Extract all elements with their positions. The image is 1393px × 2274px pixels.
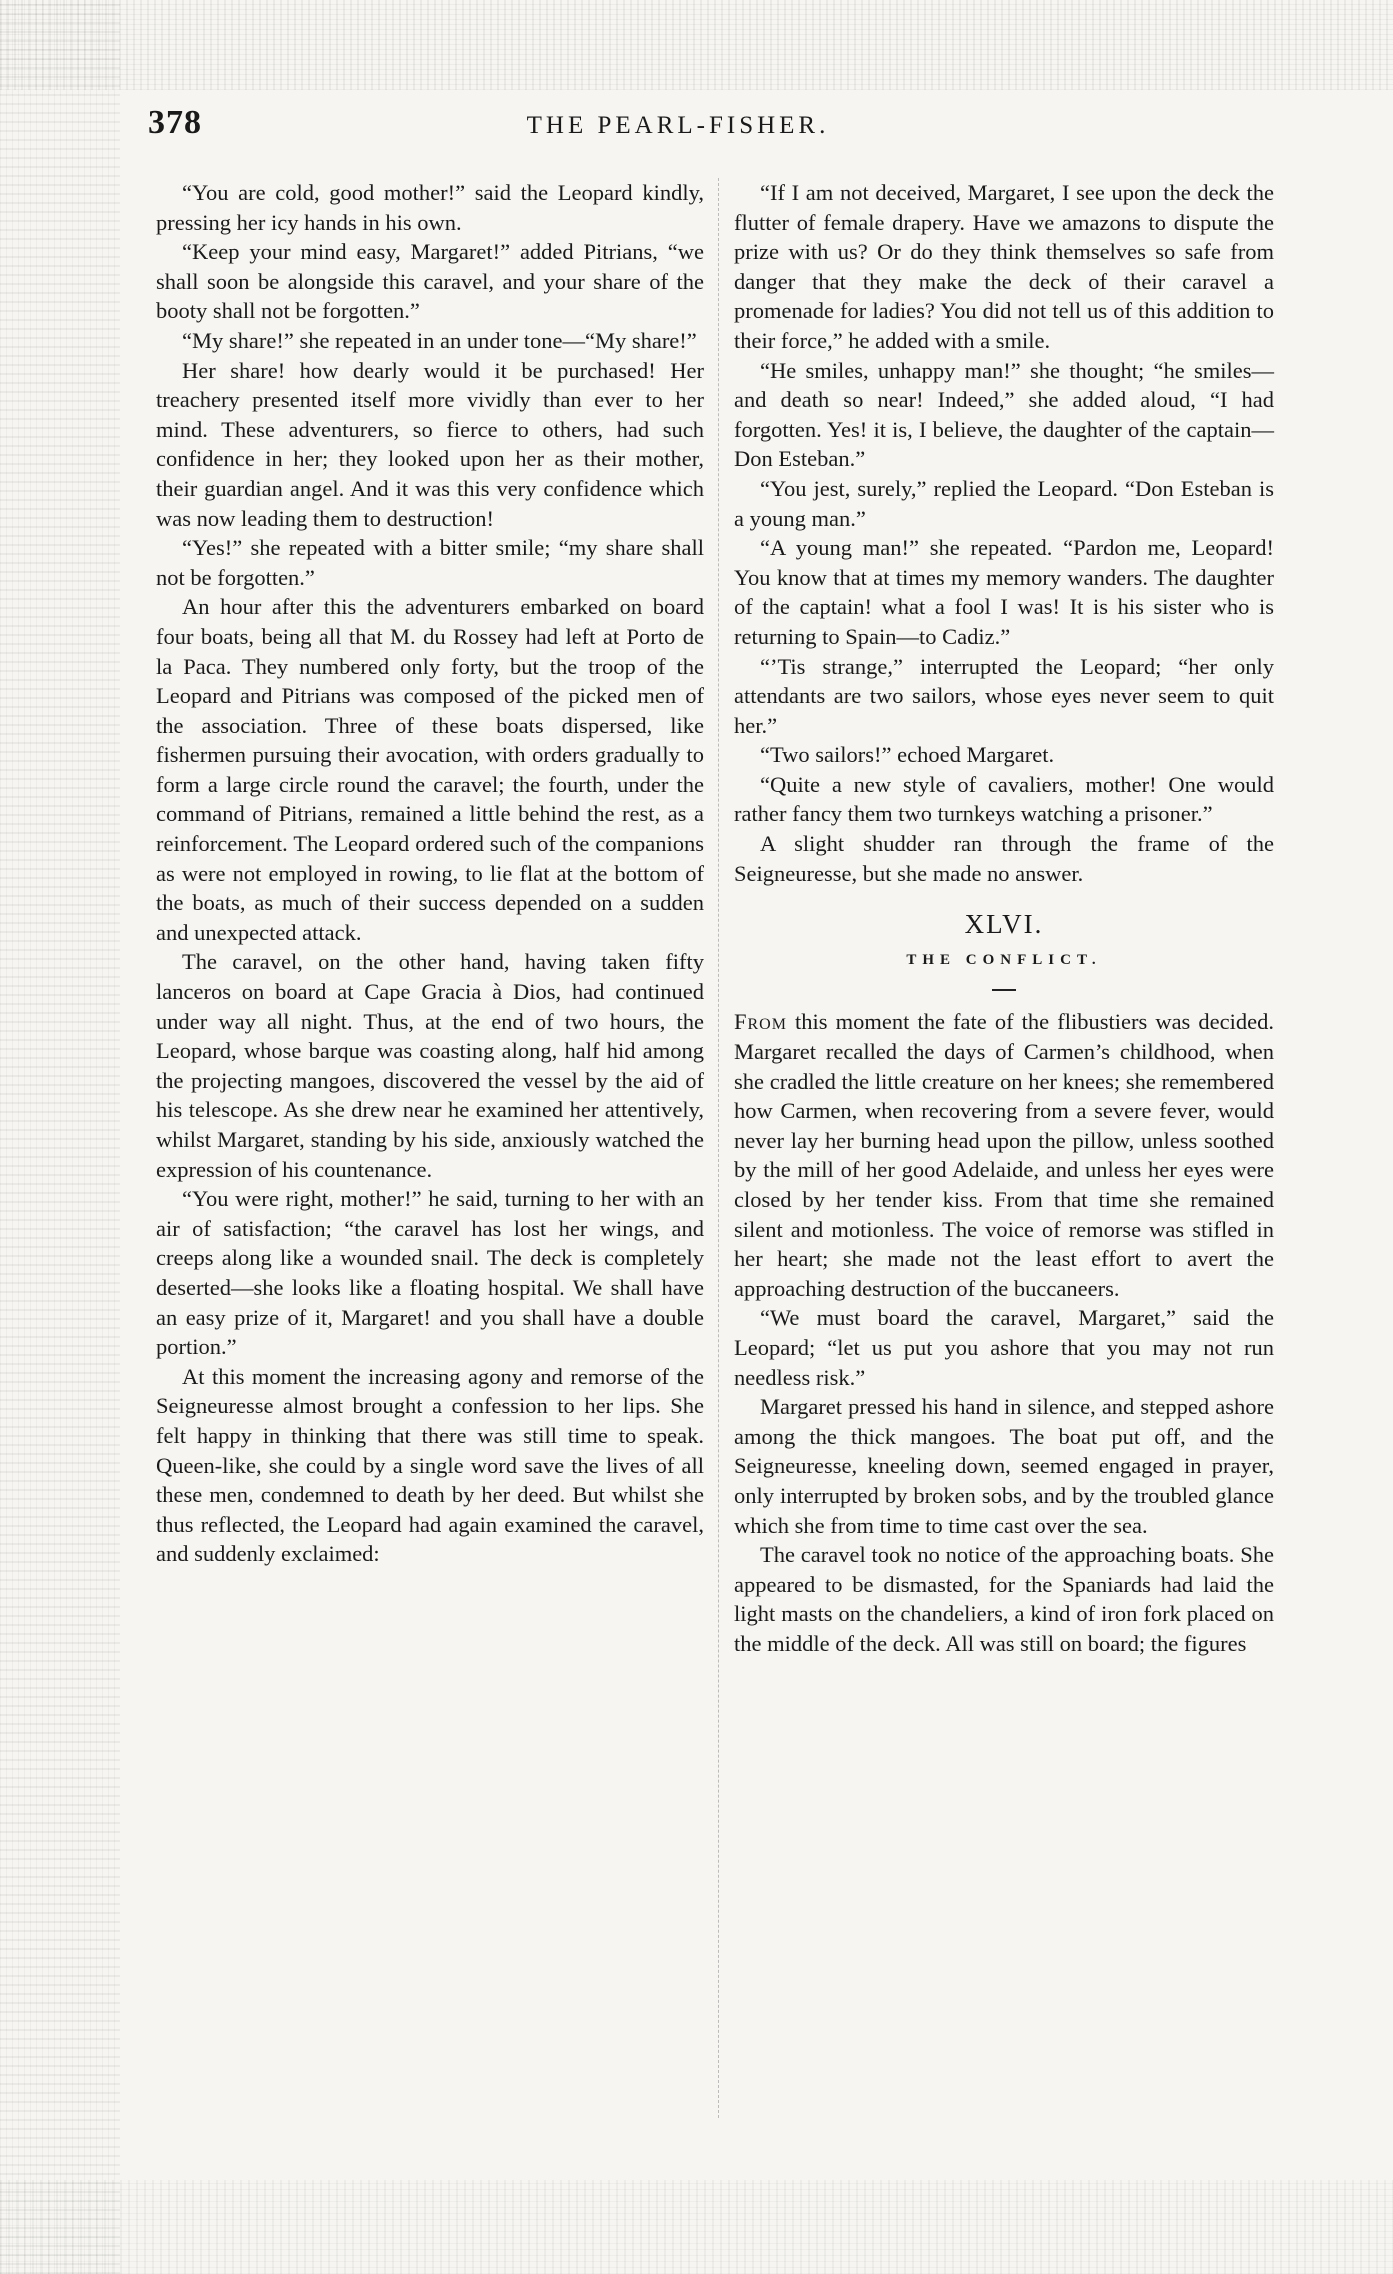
paragraph: Her share! how dearly would it be purchased! Her treachery presented itself more vividly than ever to her mind. These adventurers, so fierce to others, had such confidence in her; they looked upon her as their mother, their guardian angel. And it was this very confidence which was now leading them to destruction! [156, 357, 704, 531]
chapter-title: THE CONFLICT. [906, 951, 1102, 968]
scan-noise-top [0, 0, 1393, 90]
paragraph: “He smiles, unhappy man!” she thought; “he smiles—and death so near! Indeed,” she added aloud, “I had forgotten. Yes! it is, I believe, the daughter of the captain—Don Esteban.” [734, 357, 1274, 472]
paragraph: A slight shudder ran through the frame of the Seigneuresse, but she made no answer. [734, 831, 1274, 886]
chapter-rule [992, 989, 1016, 991]
running-title: THE PEARL-FISHER. [526, 112, 830, 139]
column-divider [718, 178, 719, 2118]
paragraph: “’Tis strange,” interrupted the Leopard; “her only attendants are two sailors, whose eyes never seem to quit her.” [734, 653, 1274, 738]
paragraph: The caravel, on the other hand, having taken fifty lanceros on board at Cape Gracia à Dios, had continued under way all night. Thus, at the end of two hours, the Leopard, whose barque was coasting along, half hid among the projecting mangoes, discovered the vessel by the aid of his telescope. As she drew near he examined her attentively, whilst Margaret, standing by his side, anxiously watched the expression of his countenance. [156, 949, 704, 1182]
paragraph: The caravel took no notice of the approaching boats. She appeared to be dismasted, for the Spaniards had laid the light masts on the chandeliers, a kind of iron fork placed on the middle of the deck. All was still on board; the figures [734, 1542, 1274, 1656]
paragraph: “A young man!” she repeated. “Pardon me, Leopard! You know that at times my memory wanders. The daughter of the captain! what a fool I was! It is his sister who is returning to Spain—to Cadiz.” [734, 535, 1274, 649]
chapter-number: XLVI. [964, 909, 1044, 940]
paragraph: At this moment the increasing agony and remorse of the Seigneuresse almost brought a confession to her lips. She felt happy in thinking that there was still time to speak. Queen-like, she could by a single word save the lives of all these men, condemned to death by her deed. But whilst she thus reflected, the Leopard had again examined the caravel, and suddenly exclaimed: [156, 1363, 704, 1567]
left-column [156, 178, 704, 1569]
paragraph: An hour after this the adventurers embarked on board four boats, being all that M. du Rossey had left at Porto de la Paca. They numbered only forty, but the troop of the Leopard and Pitrians was composed of the picked men of the association. Three of these boats dispersed, like fishermen pursuing their avocation, with orders gradually to form a large circle round the caravel; the fourth, under the command of Pitrians, remained a little behind the rest, as a reinforcement. The Leopard ordered such of the companions as were not employed in rowing, to lie flat at the bottom of the boats, as much of their success depended on a sudden and unexpected attack. [156, 594, 704, 945]
drop-lead-word: From [734, 1009, 787, 1035]
paragraph: “You are cold, good mother!” said the Leopard kindly, pressing her icy hands in his own. [156, 180, 704, 235]
paragraph: “My share!” she repeated in an under tone—“My share!” [182, 327, 697, 353]
paragraph: “Quite a new style of cavaliers, mother! One would rather fancy them two turnkeys watching a prisoner.” [734, 771, 1274, 827]
chapter-opening-paragraph [734, 1007, 1274, 1303]
paragraph: “You were right, mother!” he said, turning to her with an air of satisfaction; “the caravel has lost her wings, and creeps along like a wounded snail. The deck is completely deserted—she looks like a floating hospital. We shall have an easy prize of it, Margaret! and you shall have a double portion.” [156, 1186, 704, 1360]
right-column [734, 178, 1274, 1659]
page-number: 378 [148, 104, 202, 141]
paragraph: “We must board the caravel, Margaret,” said the Leopard; “let us put you ashore that you may not run needless risk.” [734, 1305, 1274, 1390]
scan-noise-left [0, 0, 120, 2274]
paragraph: “If I am not deceived, Margaret, I see upon the deck the flutter of female drapery. Have we amazons to dispute the prize with us? Or do they think themselves so safe from danger that they make the deck of their caravel a promenade for ladies? You did not tell us of this addition to their force,” he added with a smile. [734, 180, 1274, 353]
paragraph: “Yes!” she repeated with a bitter smile; “my share shall not be forgotten.” [156, 535, 704, 590]
opening-text: this moment the fate of the flibustiers was decided. Margaret recalled the days of Carmen’s childhood, when she cradled the little creature on her knees; she remembered how Carmen, when recovering from a severe fever, would never lay her burning head upon the pillow, unless soothed by the mill of her good Adelaide, and unless her eyes were closed by her tender kiss. From that time she remained silent and motionless. The voice of remorse was stifled in her heart; she made not the least effort to avert the approaching destruction of the buccaneers. [734, 1009, 1274, 1301]
paragraph: Margaret pressed his hand in silence, and stepped ashore among the thick mangoes. The boat put off, and the Seigneuresse, kneeling down, seemed engaged in prayer, only interrupted by broken sobs, and by the troubled glance which she from time to time cast over the sea. [734, 1394, 1274, 1538]
paragraph: “You jest, surely,” replied the Leopard. “Don Esteban is a young man.” [734, 475, 1274, 531]
page-header [148, 104, 1258, 148]
scan-noise-bottom [0, 2180, 1393, 2274]
paragraph: “Two sailors!” echoed Margaret. [760, 742, 1055, 768]
paragraph: “Keep your mind easy, Margaret!” added Pitrians, “we shall soon be alongside this caravel, and your share of the booty shall not be forgotten.” [156, 239, 704, 324]
